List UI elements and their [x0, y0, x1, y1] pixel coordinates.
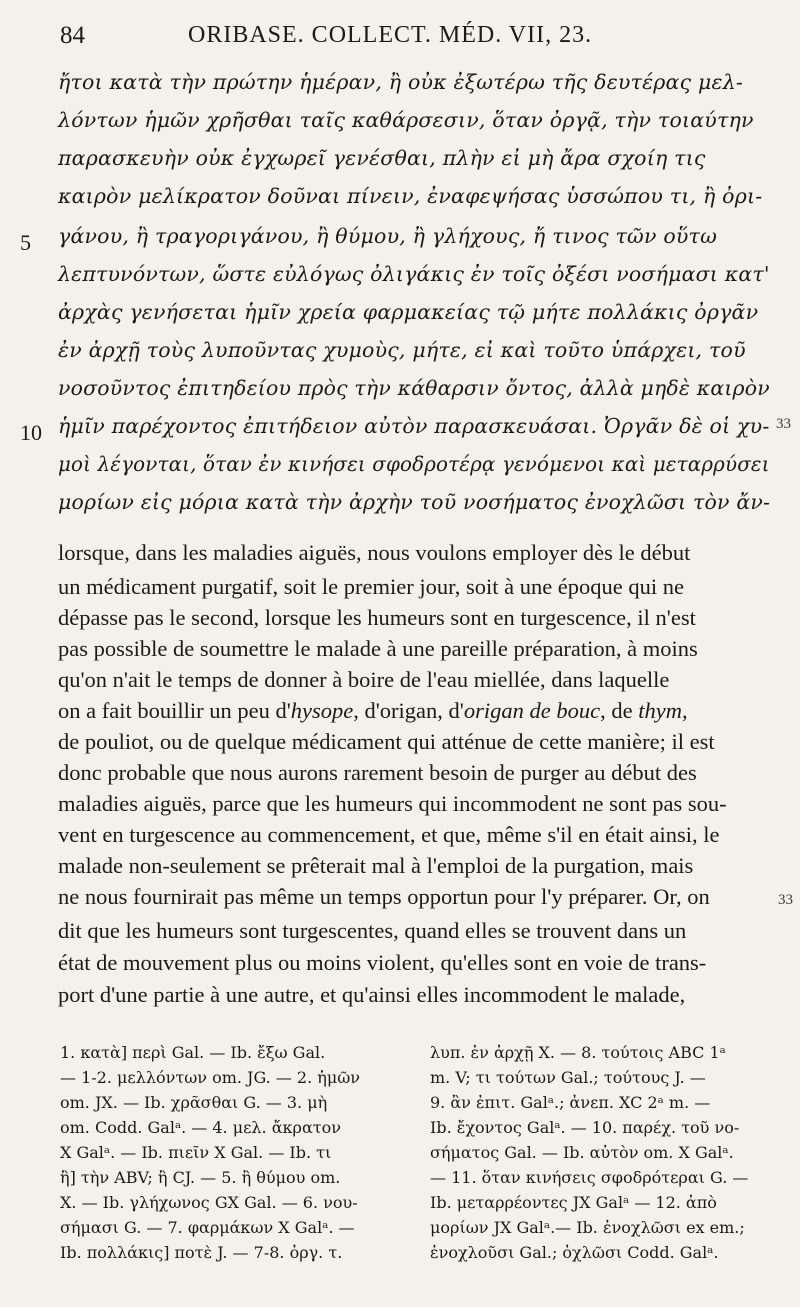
- line-number-5: 5: [20, 230, 31, 255]
- greek-line: λεπτυνόντων, ὥστε εὐλόγως ὀλιγάκις ἐν τοῖς ὀξέσι νοσήμασι κατ': [58, 262, 770, 286]
- note-line: μορίων JX Galᵃ.— Ib. ἐνοχλῶσι ex em.;: [430, 1218, 745, 1237]
- french-line: maladies aiguës, parce que les humeurs qui incommodent ne sont pas sou-: [58, 791, 727, 816]
- french-text: , de: [600, 698, 639, 723]
- french-italic-term: thym: [638, 698, 682, 723]
- greek-line: γάνου, ἢ τραγοριγάνου, ἢ θύμου, ἢ γλήχους, ἤ τινος τῶν οὕτω: [58, 224, 718, 248]
- greek-line: μοὶ λέγονται, ὅταν ἐν κινήσει σφοδροτέρᾳ γενόμενοι καὶ μεταρρύσει: [58, 452, 770, 476]
- note-line: m. V; τι τούτων Gal.; τούτους J. —: [430, 1068, 706, 1087]
- greek-line: παρασκευὴν οὐκ ἐγχωρεῖ γενέσθαι, πλὴν εἰ μὴ ἄρα σχοίη τις: [58, 146, 706, 170]
- french-italic-term: origan de bouc: [463, 698, 601, 723]
- note-line: om. JX. — Ib. χρᾶσθαι G. — 3. μὴ: [60, 1093, 328, 1112]
- french-line: port d'une partie à une autre, et qu'ainsi elles incommodent le malade,: [58, 982, 686, 1007]
- note-line: λυπ. ἐν ἀρχῇ X. — 8. τούτοις ABC 1ᵃ: [430, 1043, 726, 1062]
- french-italic-term: hysope: [290, 698, 354, 723]
- note-line: om. Codd. Galᵃ. — 4. μελ. ἄκρατον: [60, 1118, 341, 1137]
- french-line: malade non-seulement se prêterait mal à l'emploi de la purgation, mais: [58, 853, 694, 878]
- french-text: ,: [681, 698, 688, 723]
- french-text: , d'origan, d': [353, 698, 464, 723]
- greek-line: ἡμῖν παρέχοντος ἐπιτήδειον αὐτὸν παρασκευάσαι. Ὀργᾶν δὲ οἱ χυ-: [58, 414, 770, 438]
- greek-line: ἀρχὰς γενήσεται ἡμῖν χρεία φαρμακείας τῷ μήτε πολλάκις ὀργᾶν: [58, 300, 759, 324]
- page-header: [0, 22, 800, 58]
- note-line: — 1-2. μελλόντων om. JG. — 2. ἡμῶν: [60, 1068, 361, 1087]
- note-line: X. — Ib. γλήχωνος GX Gal. — 6. νου-: [60, 1193, 358, 1212]
- note-line: 9. ἂν ἐπιτ. Galᵃ.; ἀνεπ. XC 2ᵃ m. —: [430, 1093, 711, 1112]
- french-line: état de mouvement plus ou moins violent, qu'elles sont en voie de trans-: [58, 950, 707, 975]
- greek-line: νοσοῦντος ἐπιτηδείου πρὸς τὴν κάθαρσιν ὄντος, ἀλλὰ μηδὲ καιρὸν: [58, 376, 770, 400]
- greek-line: ἐν ἀρχῇ τοὺς λυποῦντας χυμοὺς, μήτε, εἰ καὶ τοῦτο ὑπάρχει, τοῦ: [58, 338, 746, 362]
- line-number-10: 10: [20, 420, 42, 445]
- french-line: dépasse pas le second, lorsque les humeurs sont en turgescence, il n'est: [58, 605, 696, 630]
- note-line: σήμασι G. — 7. φαρμάκων X Galᵃ. —: [60, 1218, 355, 1237]
- greek-line: μορίων εἰς μόρια κατὰ τὴν ἀρχὴν τοῦ νοσήματος ἐνοχλῶσι τὸν ἄν-: [58, 490, 771, 514]
- note-line: — 11. ὅταν κινήσεις σφοδρότεραι G. —: [430, 1168, 749, 1187]
- french-line: vent en turgescence au commencement, et que, même s'il en était ainsi, le: [58, 822, 720, 847]
- note-line: Ib. πολλάκις] ποτὲ J. — 7-8. ὀργ. τ.: [60, 1243, 343, 1262]
- greek-line: λόντων ἡμῶν χρῆσθαι ταῖς καθάρσεσιν, ὅταν ὀργᾷ, τὴν τοιαύτην: [58, 108, 754, 132]
- note-line: 1. κατὰ] περὶ Gal. — Ib. ἔξω Gal.: [60, 1043, 326, 1062]
- french-line: dit que les humeurs sont turgescentes, quand elles se trouvent dans un: [58, 918, 687, 943]
- note-line: σήματος Gal. — Ib. αὐτὸν om. X Galᵃ.: [430, 1143, 734, 1162]
- margin-marker: 33: [778, 892, 793, 908]
- note-line: ἢ] τὴν ABV; ἢ CJ. — 5. ἢ θύμου om.: [60, 1168, 341, 1187]
- french-text: on a fait bouillir un peu d': [58, 698, 291, 723]
- greek-line: ἤτοι κατὰ τὴν πρώτην ἡμέραν, ἢ οὐκ ἐξωτέρω τῆς δευτέρας μελ-: [58, 70, 744, 94]
- french-line-6: [58, 698, 770, 730]
- french-line: pas possible de soumettre le malade à une pareille préparation, à moins: [58, 636, 698, 661]
- note-line: Ib. μεταρρέοντες JX Galᵃ — 12. ἀπὸ: [430, 1193, 717, 1212]
- french-line: un médicament purgatif, soit le premier jour, soit à une époque qui ne: [58, 574, 685, 599]
- note-line: Ib. ἔχοντος Galᵃ. — 10. παρέχ. τοῦ νο-: [430, 1118, 740, 1137]
- french-line: qu'on n'ait le temps de donner à boire de l'eau miellée, dans laquelle: [58, 667, 670, 692]
- running-title: ORIBASE. COLLECT. MÉD. VII, 23.: [188, 22, 593, 48]
- note-line: X Galᵃ. — Ib. πιεῖν X Gal. — Ib. τι: [60, 1143, 332, 1162]
- page-number: 84: [60, 22, 85, 49]
- greek-line: καιρὸν μελίκρατον δοῦναι πίνειν, ἐναφεψήσας ὑσσώπου τι, ἢ ὀρι-: [58, 184, 763, 208]
- french-line: de pouliot, ou de quelque médicament qui atténue de cette manière; il est: [58, 729, 715, 754]
- french-line: ne nous fournirait pas même un temps opportun pour l'y préparer. Or, on: [58, 884, 710, 909]
- margin-marker: 33: [776, 416, 791, 432]
- french-line: donc probable que nous aurons rarement besoin de purger au début des: [58, 760, 697, 785]
- french-line: lorsque, dans les maladies aiguës, nous voulons employer dès le début: [58, 540, 691, 565]
- note-line: ἐνοχλοῦσι Gal.; ὀχλῶσι Codd. Galᵃ.: [430, 1243, 719, 1262]
